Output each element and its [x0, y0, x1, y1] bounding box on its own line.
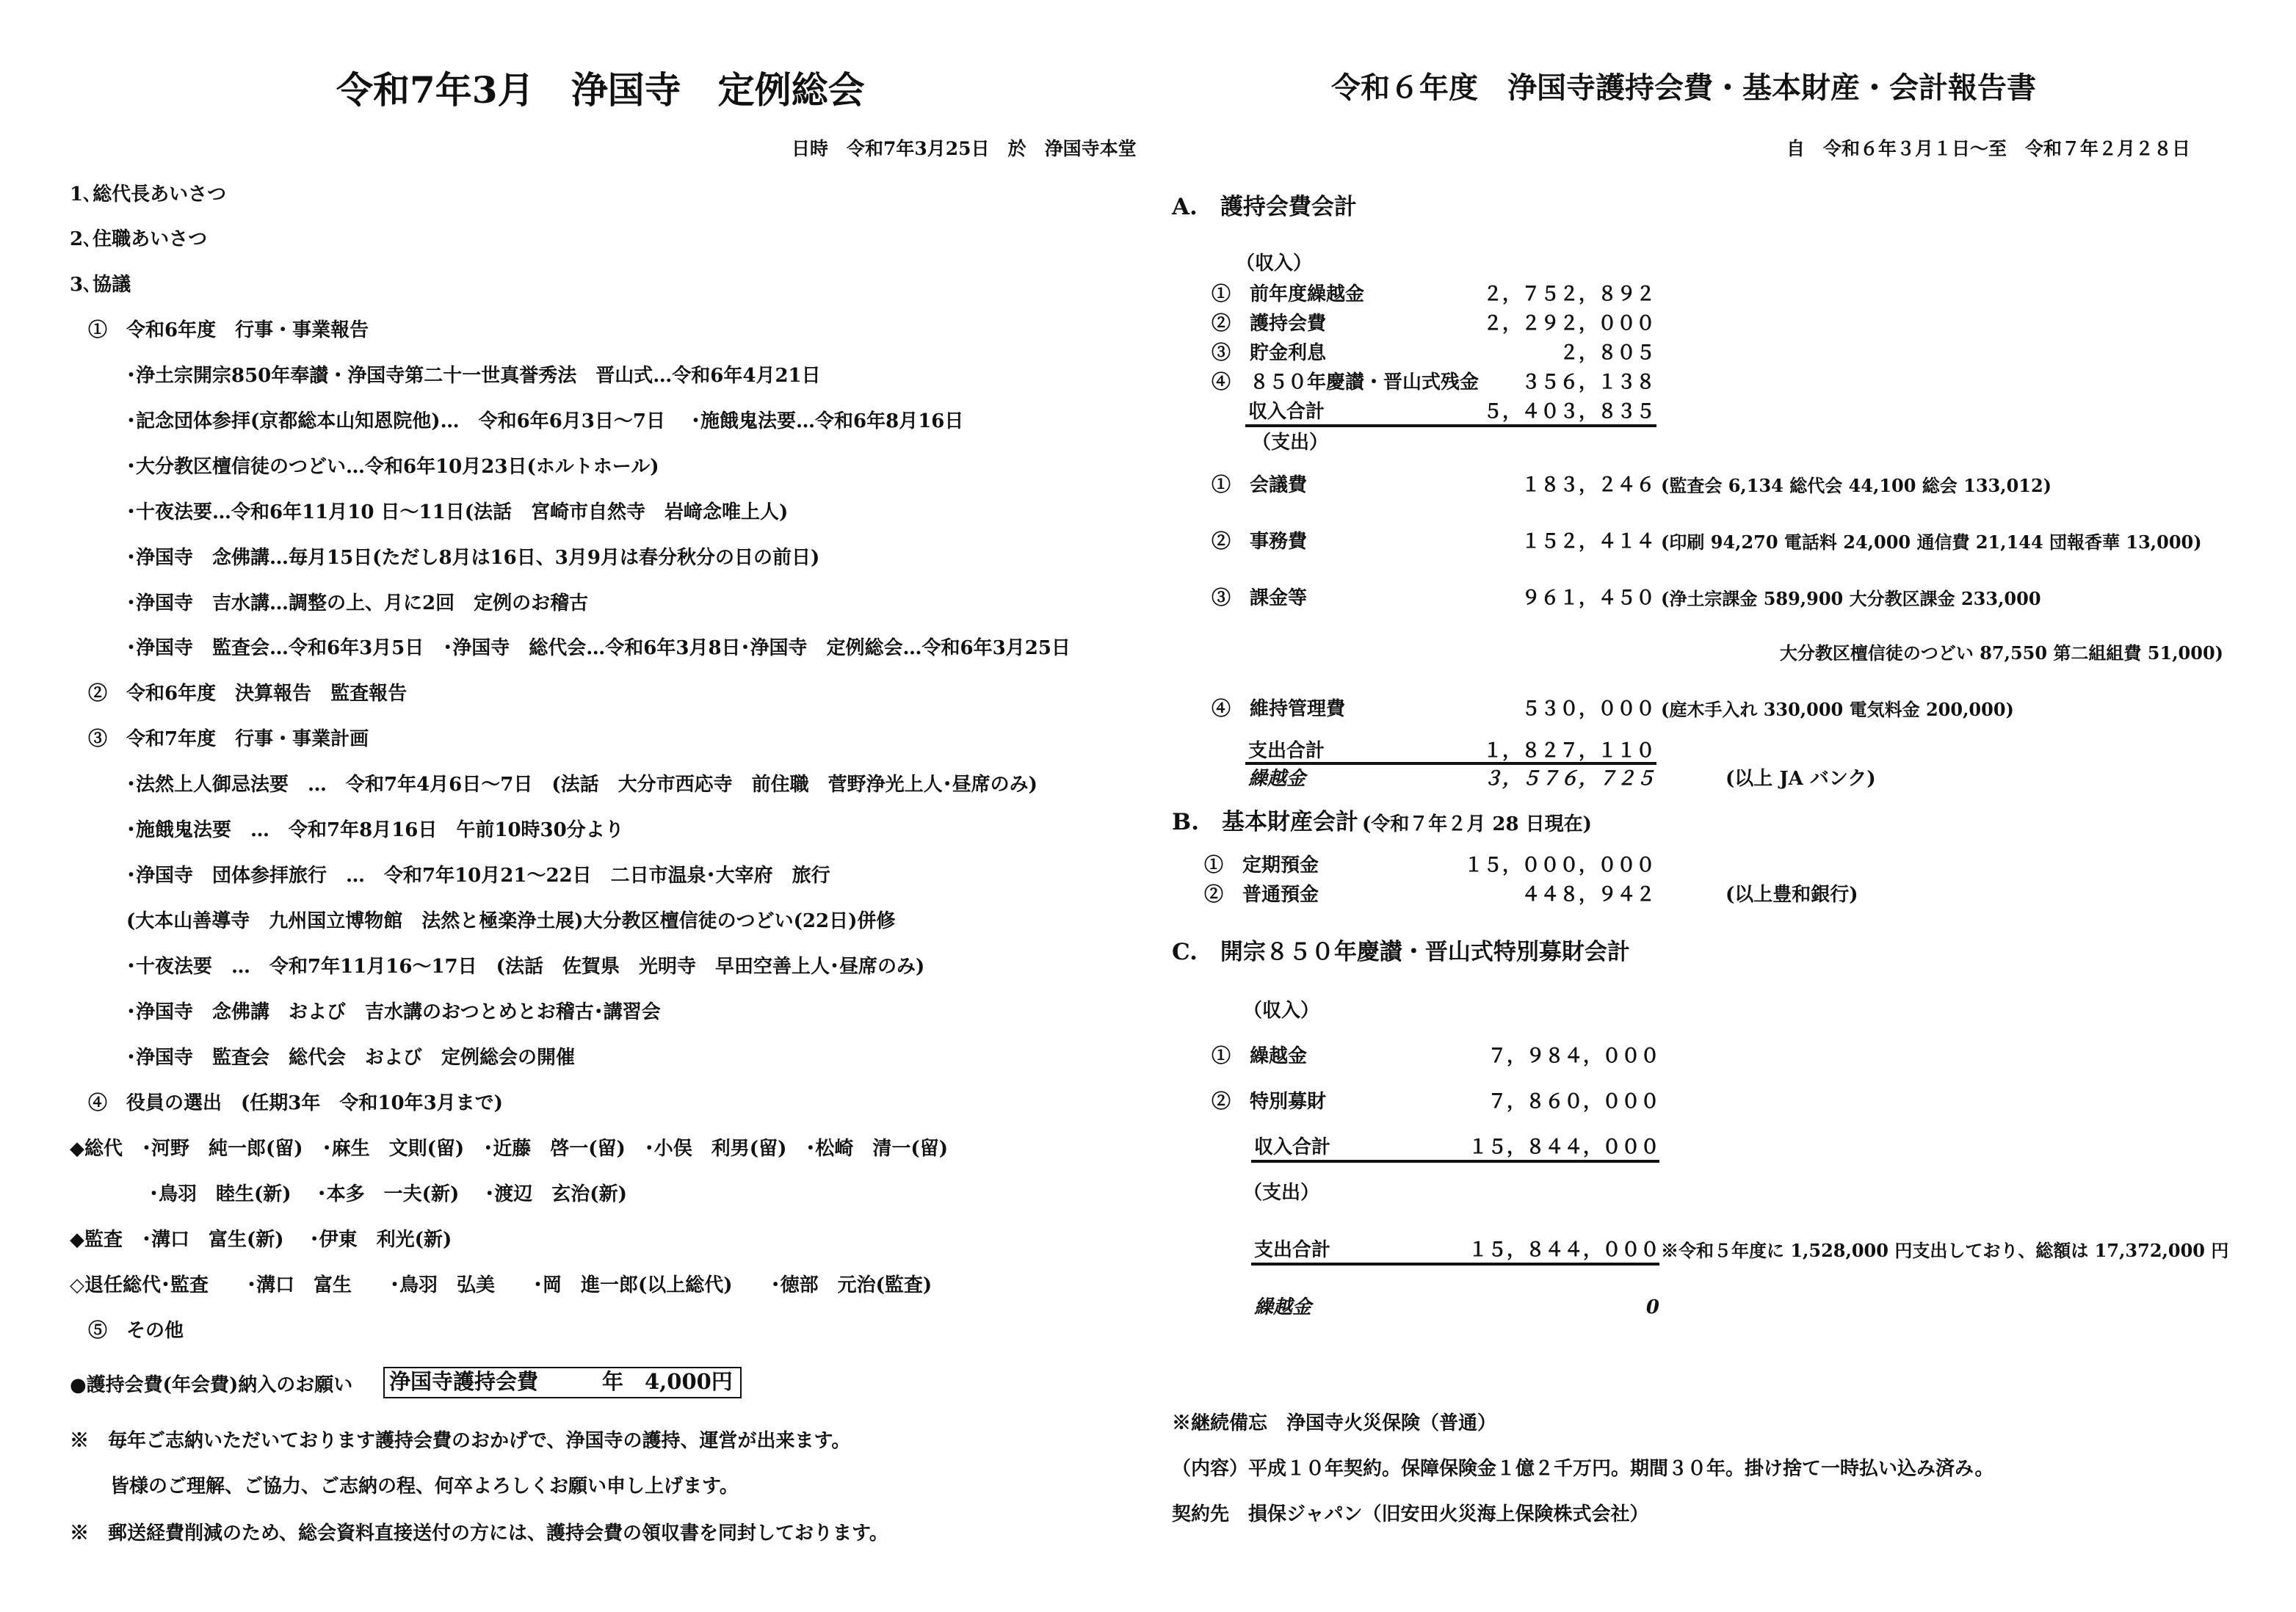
fund-income-label: ① 繰越金 — [1212, 1045, 1308, 1067]
expense-total-rule — [1245, 762, 1656, 765]
expense-detail-cont: 大分教区檀信徒のつどい 87,550 第二組組費 51,000) — [1779, 642, 2223, 664]
expense-amount: １８３，２４６ — [1521, 474, 1655, 496]
income-total-rule — [1245, 424, 1656, 427]
agenda-detail: ･浄国寺 団体参拝旅行 … 令和7年10月21～22日 二日市温泉･大宰府 旅行 — [126, 865, 830, 887]
income-label-row: ③ 貯金利息 — [1212, 342, 1327, 364]
agenda-subitem: ④ 役員の選出 (任期3年 令和10年3月まで) — [88, 1092, 503, 1114]
fund-carryover-label: 繰越金 — [1254, 1296, 1312, 1318]
insurance-detail: （内容）平成１０年契約。保障保険金１億２千万円。期間３０年。掛け捨て一時払い込み済み。 — [1172, 1458, 1994, 1480]
officer-list: ･鳥羽 睦生(新) ･本多 一夫(新) ･渡辺 玄治(新) — [149, 1183, 627, 1205]
officer-list: ◆総代 ･河野 純一郎(留) ･麻生 文則(留) ･近藤 啓一(留) ･小俣 利男(留) ･松崎 清一(留) — [70, 1138, 949, 1160]
expense-label-row: ① 会議費 — [1212, 474, 1308, 496]
note-line: ※ 郵送経費削減のため、総会資料直接送付の方には、護持会費の領収書を同封しております。 — [70, 1522, 888, 1544]
income-label-row: ④ ８５０年慶讃・晋山式残金 — [1212, 371, 1480, 393]
agenda-detail: ･記念団体参拝(京都総本山知恩院他)… 令和6年6月3日～7日 ･施餓鬼法要…令和6年8月16日 — [126, 410, 964, 432]
expense-amount: １５２，４１４ — [1521, 531, 1655, 553]
fund-income-label: ② 特別募財 — [1212, 1091, 1327, 1113]
carryover-note: (以上 JA バンク) — [1725, 768, 1876, 790]
agenda-detail: ･施餓鬼法要 … 令和7年8月16日 午前10時30分より — [126, 819, 624, 841]
expense-label: （支出） — [1252, 432, 1329, 454]
fund-income-total-label: 収入合計 — [1254, 1136, 1331, 1158]
expense-total: １，８２７，１１０ — [1482, 740, 1655, 762]
agenda-detail: ･浄国寺 念佛講…毎月15日(ただし8月は16日、3月9月は春分秋分の日の前日) — [126, 547, 820, 569]
right-title: 令和６年度 浄国寺護持会費・基本財産・会計報告書 — [1331, 70, 2036, 105]
agenda-detail: ･十夜法要…令和6年11月10 日～11日(法話 宮崎市自然寺 岩﨑念唯上人) — [126, 501, 789, 523]
fund-carryover-amount: 0 — [1645, 1296, 1659, 1318]
officer-list: ◆監査 ･溝口 富生(新) ･伊東 利光(新) — [70, 1229, 452, 1251]
income-label-row: ② 護持会費 — [1212, 313, 1327, 335]
asset-note: (以上豊和銀行) — [1725, 884, 1858, 906]
insurance-contract: 契約先 損保ジャパン（旧安田火災海上保険株式会社） — [1172, 1503, 1649, 1525]
note-line: ※ 毎年ご志納いただいております護持会費のおかげで、浄国寺の護持、運営が出来ます。 — [70, 1430, 851, 1452]
expense-label-row: ② 事務費 — [1212, 531, 1308, 553]
fund-income-rule — [1251, 1160, 1659, 1163]
agenda-detail: ･大分教区檀信徒のつどい…令和6年10月23日(ホルトホール) — [126, 456, 659, 478]
income-amount: ３５６，１３８ — [1521, 371, 1655, 393]
agenda-item: 3､協議 — [70, 274, 131, 296]
income-total-label: 収入合計 — [1248, 401, 1325, 423]
agenda-subitem: ⑤ その他 — [88, 1320, 184, 1342]
agenda-detail: ･浄国寺 監査会…令和6年3月5日 ･浄国寺 総代会…令和6年3月8日･浄国寺 定例総会…令和6年3月25日 — [126, 637, 1071, 659]
expense-detail: (監査会 6,134 総代会 44,100 総会 133,012) — [1661, 475, 2052, 496]
carryover-amount: ３，５７６，７２５ — [1482, 768, 1655, 790]
fund-expense-total: １５，８４４，０００ — [1468, 1239, 1659, 1261]
section-c-heading: C. 開宗８５０年慶讃・晋山式特別募財会計 — [1172, 939, 1630, 965]
agenda-detail: ･浄国寺 監査会 総代会 および 定例総会の開催 — [126, 1047, 576, 1069]
asset-label: ① 定期預金 — [1204, 854, 1319, 876]
agenda-subitem: ① 令和6年度 行事・事業報告 — [88, 319, 369, 341]
income-label: （収入） — [1243, 1000, 1320, 1022]
section-b-date: (令和７年２月 28 日現在) — [1362, 813, 1592, 835]
fund-income-amount: ７，８６０，０００ — [1487, 1091, 1659, 1113]
income-amount: ２，８０５ — [1559, 342, 1655, 364]
insurance-note: ※継続備忘 浄国寺火災保険（普通） — [1172, 1412, 1497, 1434]
asset-amount: １５，０００，０００ — [1463, 854, 1655, 876]
left-title: 令和7年3月 浄国寺 定例総会 — [336, 68, 865, 112]
agenda-subitem: ② 令和6年度 決算報告 監査報告 — [88, 683, 408, 705]
expense-label: （支出） — [1243, 1182, 1320, 1204]
income-amount: ２，２９２，０００ — [1482, 313, 1655, 335]
fee-appeal-label: ●護持会費(年会費)納入のお願い — [70, 1374, 353, 1396]
agenda-detail: ･浄国寺 念佛講 および 吉水講のおつとめとお稽古･講習会 — [126, 1001, 661, 1023]
income-total: ５，４０３，８３５ — [1482, 401, 1655, 423]
expense-total-label: 支出合計 — [1248, 740, 1325, 762]
note-line: 皆様のご理解、ご協力、ご志納の程、何卒よろしくお願い申し上げます。 — [110, 1475, 739, 1497]
report-period: 自 令和６年３月１日～至 令和７年２月２８日 — [1786, 138, 2191, 159]
agenda-detail: ･浄国寺 吉水講…調整の上、月に2回 定例のお稽古 — [126, 592, 589, 614]
section-a-heading: A. 護持会費会計 — [1172, 194, 1357, 220]
agenda-item: 1､総代長あいさつ — [70, 184, 227, 206]
fee-amount-box: 浄国寺護持会費 年 4,000円 — [383, 1367, 742, 1398]
expense-detail: (庭木手入れ 330,000 電気料金 200,000) — [1661, 699, 2014, 720]
income-amount: ２，７５２，８９２ — [1482, 283, 1655, 305]
income-label: （収入） — [1236, 253, 1313, 275]
meeting-date: 日時 令和7年3月25日 於 浄国寺本堂 — [792, 138, 1137, 159]
agenda-detail: (大本山善導寺 九州国立博物館 法然と極楽浄土展)大分教区檀信徒のつどい(22日)併修 — [126, 910, 896, 932]
fund-expense-total-label: 支出合計 — [1254, 1239, 1331, 1261]
agenda-item: 2､住職あいさつ — [70, 228, 208, 250]
expense-detail: (印刷 94,270 電話料 24,000 通信費 21,144 団報香華 13,000) — [1661, 531, 2202, 553]
fund-income-total: １５，８４４，０００ — [1468, 1136, 1659, 1158]
asset-label: ② 普通預金 — [1204, 884, 1319, 906]
expense-label-row: ③ 課金等 — [1212, 587, 1308, 609]
agenda-detail: ･浄土宗開宗850年奉讃・浄国寺第二十一世真誉秀法 晋山式…令和6年4月21日 — [126, 365, 821, 387]
income-label-row: ① 前年度繰越金 — [1212, 283, 1365, 305]
expense-amount: ５３０，０００ — [1521, 698, 1655, 720]
fund-expense-rule — [1251, 1263, 1659, 1266]
agenda-detail: ･法然上人御忌法要 … 令和7年4月6日～7日 (法話 大分市西応寺 前住職 菅野浄光上人･昼席のみ) — [126, 774, 1037, 796]
agenda-subitem: ③ 令和7年度 行事・事業計画 — [88, 728, 369, 750]
section-b-heading: B. 基本財産会計 — [1172, 809, 1358, 835]
expense-amount: ９６１，４５０ — [1521, 587, 1655, 609]
expense-label-row: ④ 維持管理費 — [1212, 698, 1346, 720]
fund-expense-note: ※令和５年度に 1,528,000 円支出しており、総額は 17,372,000 円 — [1661, 1240, 2229, 1261]
carryover-label: 繰越金 — [1248, 768, 1306, 790]
officer-list: ◇退任総代･監査 ･溝口 富生 ･鳥羽 弘美 ･岡 進一郎(以上総代) ･徳部 元治(監査) — [70, 1274, 932, 1296]
expense-detail: (浄土宗課金 589,900 大分教区課金 233,000 — [1661, 588, 2041, 609]
asset-amount: ４４８，９４２ — [1521, 884, 1655, 906]
fund-income-amount: ７，９８４，０００ — [1487, 1045, 1659, 1067]
agenda-detail: ･十夜法要 … 令和7年11月16～17日 (法話 佐賀県 光明寺 早田空善上人･昼席のみ) — [126, 956, 925, 978]
